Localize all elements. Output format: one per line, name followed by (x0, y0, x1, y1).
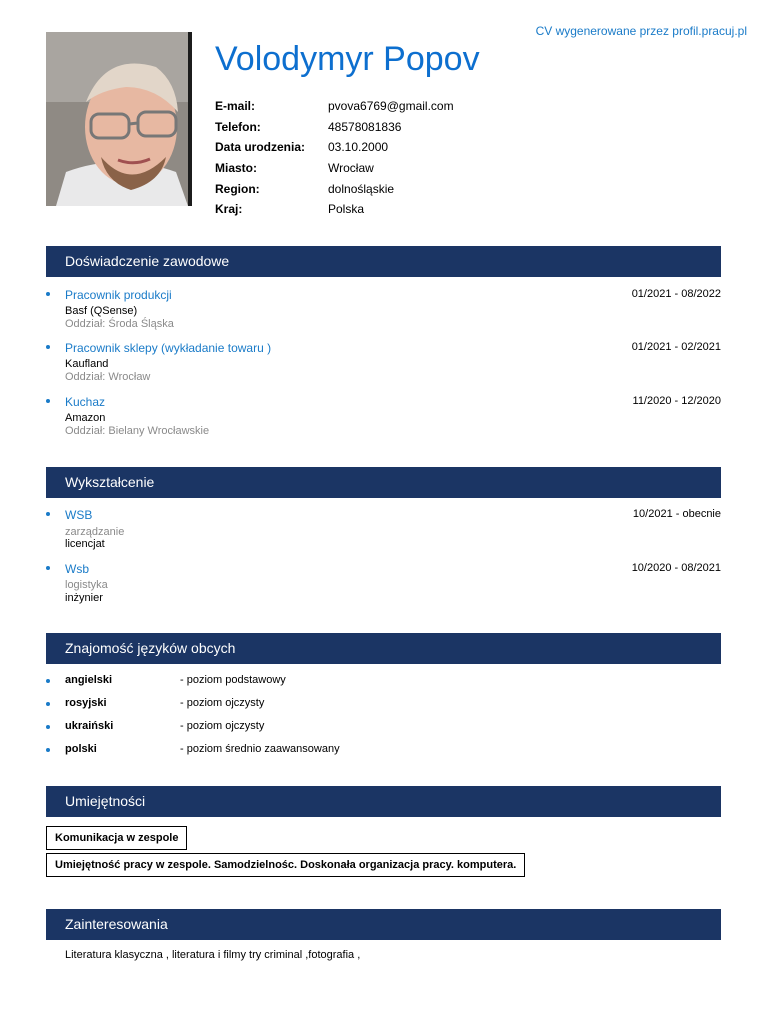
bullet-icon (46, 566, 50, 570)
company-name: Basf (QSense) (65, 305, 138, 317)
language-level: - poziom ojczysty (180, 720, 265, 732)
section-header-languages: Znajomość języków obcych (46, 633, 721, 664)
bullet-icon (46, 512, 50, 516)
company-name: Kaufland (65, 358, 109, 370)
education-degree: licencjat (65, 538, 105, 550)
language-name: angielski (65, 674, 113, 686)
company-branch: Oddział: Środa Śląska (65, 318, 174, 330)
bullet-icon (46, 292, 50, 296)
birthdate-value: 03.10.2000 (328, 140, 389, 155)
contact-info (215, 96, 454, 220)
bullet-icon (46, 725, 50, 729)
bullet-icon (46, 679, 50, 683)
info-label: Data urodzenia: (215, 140, 306, 155)
section-header-experience: Doświadczenie zawodowe (46, 246, 721, 277)
job-dates: 01/2021 - 02/2021 (631, 341, 721, 353)
info-label: Miasto: (215, 161, 257, 176)
job-title: Kuchaz (65, 395, 106, 409)
info-row-birthdate (215, 137, 454, 158)
bullet-icon (46, 345, 50, 349)
language-level: - poziom średnio zaawansowany (180, 743, 340, 755)
email-value[interactable]: pvova6769@gmail.com (328, 99, 454, 114)
job-dates: 01/2021 - 08/2022 (631, 288, 721, 300)
school-name: WSB (65, 508, 93, 522)
section-header-skills: Umiejętności (46, 786, 721, 817)
country-value: Polska (328, 202, 365, 217)
job-title: Pracownik produkcji (65, 288, 172, 302)
education-dates: 10/2020 - 08/2021 (631, 562, 721, 574)
school-name: Wsb (65, 562, 89, 576)
company-name: Amazon (65, 412, 106, 424)
info-row-phone (215, 117, 454, 138)
info-row-country (215, 199, 454, 220)
skill-tag: Komunikacja w zespole (46, 826, 187, 850)
education-field: zarządzanie (65, 526, 125, 538)
phone-value: 48578081836 (328, 119, 402, 134)
education-degree: inżynier (65, 592, 103, 604)
language-name: rosyjski (65, 697, 107, 709)
bullet-icon (46, 748, 50, 752)
info-row-email (215, 96, 454, 117)
language-level: - poziom ojczysty (180, 697, 265, 709)
language-level: - poziom podstawowy (180, 674, 286, 686)
generated-by-link[interactable]: CV wygenerowane przez profil.pracuj.pl (535, 24, 747, 38)
info-row-city (215, 158, 454, 179)
region-value: dolnośląskie (328, 181, 395, 196)
profile-photo (46, 32, 192, 206)
company-branch: Oddział: Bielany Wrocławskie (65, 425, 210, 437)
info-label: Telefon: (215, 119, 261, 134)
company-branch: Oddział: Wrocław (65, 371, 151, 383)
bullet-icon (46, 702, 50, 706)
section-header-education: Wykształcenie (46, 467, 721, 498)
bullet-icon (46, 399, 50, 403)
interests-text: Literatura klasyczna , literatura i filmy try criminal ,fotografia , (65, 949, 361, 961)
info-row-region (215, 178, 454, 199)
language-name: polski (65, 743, 97, 755)
city-value: Wrocław (328, 161, 374, 176)
education-dates: 10/2021 - obecnie (632, 508, 721, 520)
section-header-interests: Zainteresowania (46, 909, 721, 940)
language-name: ukraiński (65, 720, 114, 732)
job-dates: 11/2020 - 12/2020 (632, 395, 721, 407)
job-title: Pracownik sklepy (wykładanie towaru ) (65, 341, 272, 355)
skill-tag: Umiejętność pracy w zespole. Samodzielnośc. Doskonała organizacja pracy. komputera. (46, 853, 525, 877)
info-label: Kraj: (215, 202, 243, 217)
candidate-name: Volodymyr Popov (215, 40, 480, 78)
info-label: Region: (215, 181, 260, 196)
education-field: logistyka (65, 579, 108, 591)
info-label: E-mail: (215, 99, 256, 114)
